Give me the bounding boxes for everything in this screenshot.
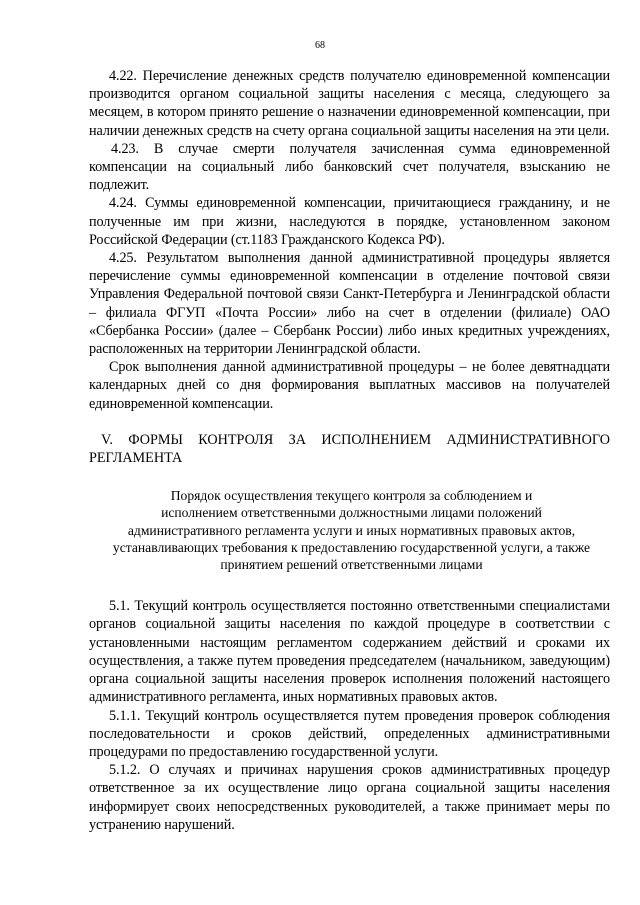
paragraph-5-1: 5.1. Текущий контроль осуществляется постоянно ответственными специалистами органов социальной защиты населения по каждой процедуре в соответствии с установленными настоящим регламентом содержанием действий и сроками их осуществления, а также путем проведения председателем (начальником, заведующим) органа социальной защиты населения проверок исполнения положений настоящего административного регламента, иных нормативных правовых актов. [89,598,610,706]
subheading-line: исполнением ответственными должностными лицами положений [161,505,542,521]
subheading-line: административного регламента услуги и иных нормативных правовых актов, [127,522,576,538]
spacer [89,573,610,597]
section-heading: V. ФОРМЫ КОНТРОЛЯ ЗА ИСПОЛНЕНИЕМ АДМИНИСТРАТИВНОГО РЕГЛАМЕНТА [89,431,610,467]
subheading-line: принятием решений ответственными лицами [220,557,483,573]
paragraph-5-1-2: 5.1.2. О случаях и причинах нарушения сроков административных процедур ответственное за их осуществление лицо органа социальной защиты населения информирует своих непосредственных руководителей, а также принимает меры по устранению нарушений. [89,762,610,833]
subheading-line: устанавливающих требования к предоставлению государственной услуги, а также [112,539,591,555]
subsection-heading [89,487,610,573]
paragraph-5-1-1: 5.1.1. Текущий контроль осуществляется путем проведения проверок соблюдения последовательности и сроков действий, определенных административными процедурами по предоставлению государственной услуги. [89,707,610,760]
paragraph-4-25: 4.25. Результатом выполнения данной административной процедуры является перечисление суммы единовременной компенсации в отделение почтовой связи Управления Федеральной почтовой связи Санкт-Петербурга и Ленинградской области – филиала ФГУП «Почта России» либо на счет в отделении (филиале) ОАО «Сбербанка России» (далее – Сбербанк России) либо иных кредитных учреждениях, расположенных на территории Ленинградской области. [89,250,610,358]
paragraph-deadline: Срок выполнения данной административной процедуры – не более девятнадцати календарных дней со дня формирования выплатных массивов на получателей единовременной компенсации. [89,359,610,412]
page-content [89,67,610,834]
page-number: 68 [315,40,325,51]
paragraph-4-24: 4.24. Суммы единовременной компенсации, причитающиеся гражданину, и не полученные им при жизни, наследуются в порядке, установленном законом Российской Федерации (ст.1183 Гражданского Кодекса РФ). [89,195,610,248]
subheading-line: Порядок осуществления текущего контроля за соблюдением и [170,488,533,504]
paragraph-4-22: 4.22. Перечисление денежных средств получателю единовременной компенсации производится органом социальной защиты населения с месяца, следующего за месяцем, в котором принято решение о назначении единовременной компенсации, при наличии денежных средств на счету органа социальной защиты населения на эти цели. [89,68,610,139]
paragraph-4-23: 4.23. В случае смерти получателя зачисленная сумма единовременной компенсации на социальный либо банковский счет получателя, взысканию не подлежит. [89,140,610,194]
